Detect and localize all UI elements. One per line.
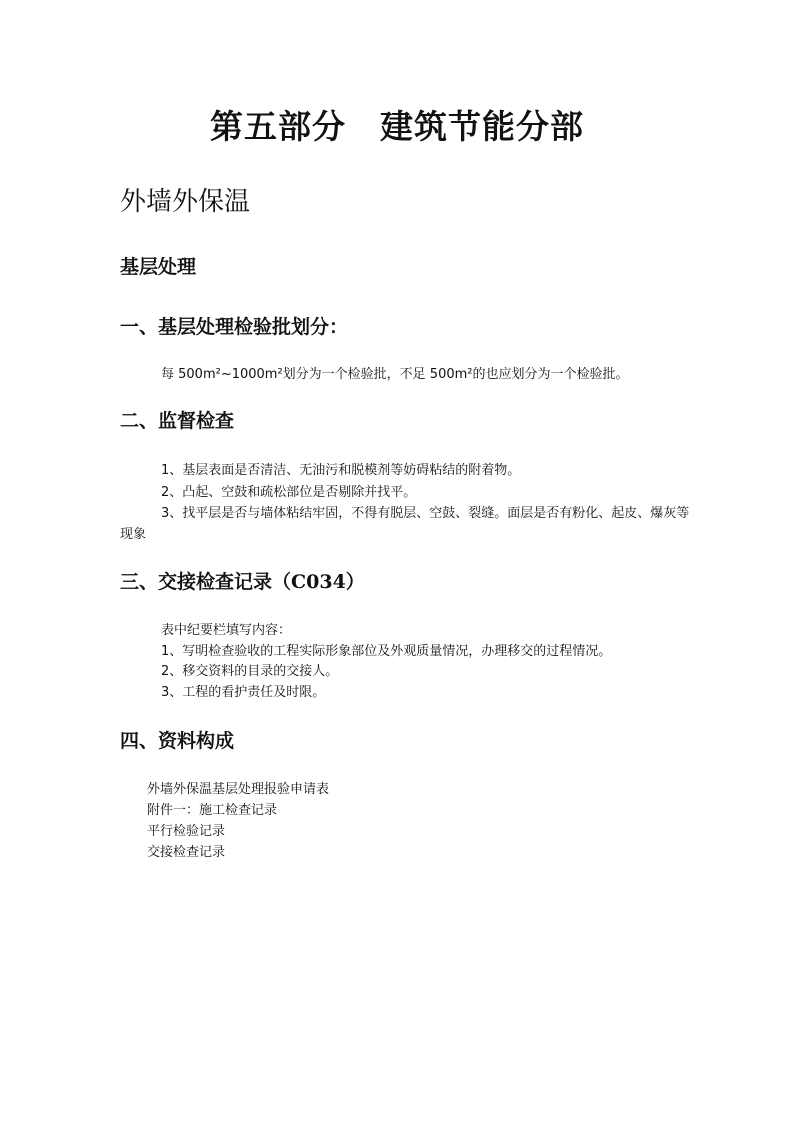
section-2-line-1: 1、基层表面是否清洁、无油污和脱模剂等妨碍粘结的附着物。 [161,463,521,478]
document-title: 第五部分 建筑节能分部 [210,107,584,146]
section-heading-2: 二、监督检查 [120,410,235,432]
subject-title: 外墙外保温 [120,187,251,217]
material-item-3: 平行检验记录 [147,824,226,839]
section-3-line-1: 表中纪要栏填写内容： [161,623,292,638]
section-3-line-3: 2、移交资料的目录的交接人。 [161,664,339,679]
section-3-line-2: 1、写明检查验收的工程实际形象部位及外观质量情况，办理移交的过程情况。 [161,644,612,659]
section-heading-4: 四、资料构成 [120,730,235,752]
section-heading-3: 三、交接检查记录（C034） [120,571,365,593]
sub-heading: 基层处理 [120,256,197,278]
material-item-2: 附件一：施工检查记录 [147,803,278,818]
section-heading-1: 一、基层处理检验批划分： [120,316,349,338]
section-2-line-3: 3、找平层是否与墙体粘结牢固，不得有脱层、空鼓、裂缝。面层是否有粉化、起皮、爆灰等现象 [120,506,690,542]
section-2-line-2: 2、凸起、空鼓和疏松部位是否剔除并找平。 [161,485,417,500]
section-3-line-4: 3、工程的看护责任及时限。 [161,685,326,700]
section-1-line-1: 每 500m²~1000m²划分为一个检验批，不足 500m²的也应划分为一个检验批。 [161,367,629,382]
material-item-1: 外墙外保温基层处理报验申请表 [147,782,330,797]
material-item-4: 交接检查记录 [147,845,226,860]
